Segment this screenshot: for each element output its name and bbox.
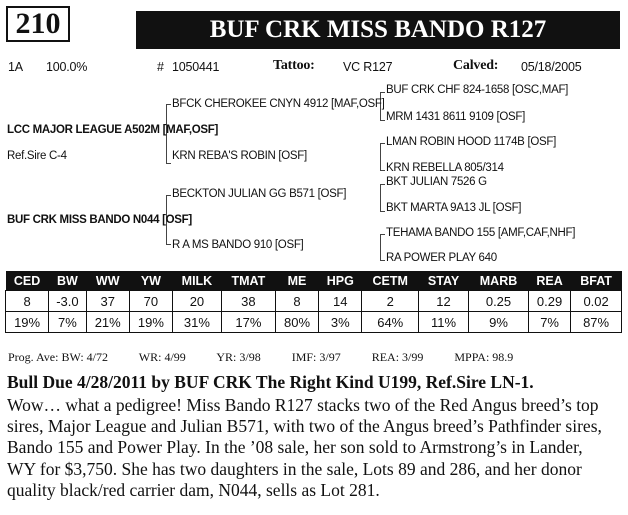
epd-header: MARB (469, 271, 529, 291)
reg-number: 1050441 (172, 60, 220, 74)
epd-header: YW (129, 271, 172, 291)
breeding-note-title: Bull Due 4/28/2011 by BUF CRK The Right Kind U199, Ref.Sire LN-1. (7, 372, 534, 392)
pedigree-sire-dam: KRN REBA'S ROBIN [OSF] (172, 150, 307, 162)
epd-percentile: 11% (419, 312, 469, 333)
epd-value: 38 (221, 291, 275, 312)
pedigree-dds: TEHAMA BANDO 155 [AMF,CAF,NHF] (386, 227, 576, 239)
epd-header: BW (49, 271, 86, 291)
epd-value: 20 (173, 291, 222, 312)
epd-header: CETM (362, 271, 419, 291)
tattoo-value: VC R127 (343, 60, 393, 74)
pedigree-ref-sire: Ref.Sire C-4 (7, 150, 67, 162)
epd-value: 0.29 (528, 291, 570, 312)
progeny-yr: YR: 3/98 (216, 350, 261, 364)
epd-header: HPG (319, 271, 362, 291)
epd-percentile: 3% (319, 312, 362, 333)
epd-percentile: 7% (528, 312, 570, 333)
epd-percentile-row (6, 312, 622, 333)
epd-value: 14 (319, 291, 362, 312)
epd-value: -3.0 (49, 291, 86, 312)
epd-percentile: 7% (49, 312, 86, 333)
epd-value: 37 (86, 291, 129, 312)
pedigree-dam-sire: BECKTON JULIAN GG B571 [OSF] (172, 188, 347, 200)
epd-value: 0.02 (571, 291, 622, 312)
epd-header: WW (86, 271, 129, 291)
epd-value: 8 (6, 291, 49, 312)
pedigree-bracket-dd (380, 234, 385, 261)
calved-label: Calved: (453, 58, 499, 73)
pedigree-dam: BUF CRK MISS BANDO N044 [OSF] (7, 214, 192, 226)
epd-header: MILK (173, 271, 222, 291)
epd-percentile: 19% (129, 312, 172, 333)
pedigree-ssd: MRM 1431 8611 9109 [OSF] (386, 111, 525, 123)
pedigree-dss: BKT JULIAN 7526 G (386, 176, 487, 188)
epd-percentile: 80% (275, 312, 318, 333)
epd-header: CED (6, 271, 49, 291)
tattoo-label: Tattoo: (273, 58, 315, 73)
lot-number: 210 (6, 6, 70, 42)
pedigree-sss: BUF CRK CHF 824-1658 [OSC,MAF] (386, 84, 569, 96)
progeny-mppa: MPPA: 98.9 (454, 350, 514, 364)
epd-value: 70 (129, 291, 172, 312)
description-line: quality black/red carrier dam, N044, sells as Lot 281. (7, 479, 380, 500)
pedigree-sire-sire: BFCK CHEROKEE CNYN 4912 [MAF,OSF] (172, 98, 385, 110)
pedigree-sire: LCC MAJOR LEAGUE A502M [MAF,OSF] (7, 124, 219, 136)
epd-percentile: 19% (6, 312, 49, 333)
epd-value: 2 (362, 291, 419, 312)
description-line: WY for $3,750. She has two daughters in the sale, Lots 89 and 286, and her donor (7, 458, 582, 479)
pedigree-dam-dam: R A MS BANDO 910 [OSF] (172, 239, 304, 251)
breed-percent: 100.0% (46, 60, 88, 74)
epd-percentile: 21% (86, 312, 129, 333)
progeny-rea: REA: 3/99 (371, 350, 424, 364)
progeny-bw: Prog. Ave: BW: 4/72 (8, 350, 108, 364)
pedigree-bracket-ds (380, 184, 385, 212)
description-line: sires, Major League and Julian B571, with two of the Angus breed’s Pathfinder sires, (7, 416, 602, 437)
epd-percentile: 17% (221, 312, 275, 333)
pedigree-sds: LMAN ROBIN HOOD 1174B [OSF] (386, 136, 556, 148)
animal-name-title: BUF CRK MISS BANDO R127 (136, 11, 620, 49)
pedigree-sdd: KRN REBELLA 805/314 (386, 162, 504, 174)
epd-table (5, 271, 622, 333)
breed-code: 1A (8, 60, 23, 74)
epd-header: BFAT (571, 271, 622, 291)
epd-percentile: 9% (469, 312, 529, 333)
progeny-wr: WR: 4/99 (138, 350, 186, 364)
epd-value: 8 (275, 291, 318, 312)
epd-values-row (6, 291, 622, 312)
lot-description (7, 395, 623, 501)
pedigree-bracket-sd (380, 143, 385, 171)
epd-header: TMAT (221, 271, 275, 291)
epd-header: ME (275, 271, 318, 291)
epd-percentile: 64% (362, 312, 419, 333)
epd-header-row (6, 271, 622, 291)
pedigree-ddd: RA POWER PLAY 640 (386, 252, 497, 264)
reg-label: # (157, 60, 164, 74)
epd-percentile: 87% (571, 312, 622, 333)
description-line: Wow… what a pedigree! Miss Bando R127 stacks two of the Red Angus breed’s top (7, 395, 599, 415)
description-line: Bando 155 and Power Play. In the ’08 sale, her son sold to Armstrong’s in Lander, (7, 437, 583, 458)
progeny-averages (8, 350, 541, 365)
epd-percentile: 31% (173, 312, 222, 333)
epd-value: 12 (419, 291, 469, 312)
epd-header: REA (528, 271, 570, 291)
epd-header: STAY (419, 271, 469, 291)
epd-value: 0.25 (469, 291, 529, 312)
progeny-imf: IMF: 3/97 (291, 350, 341, 364)
calved-date: 05/18/2005 (521, 60, 582, 74)
pedigree-dsd: BKT MARTA 9A13 JL [OSF] (386, 202, 522, 214)
